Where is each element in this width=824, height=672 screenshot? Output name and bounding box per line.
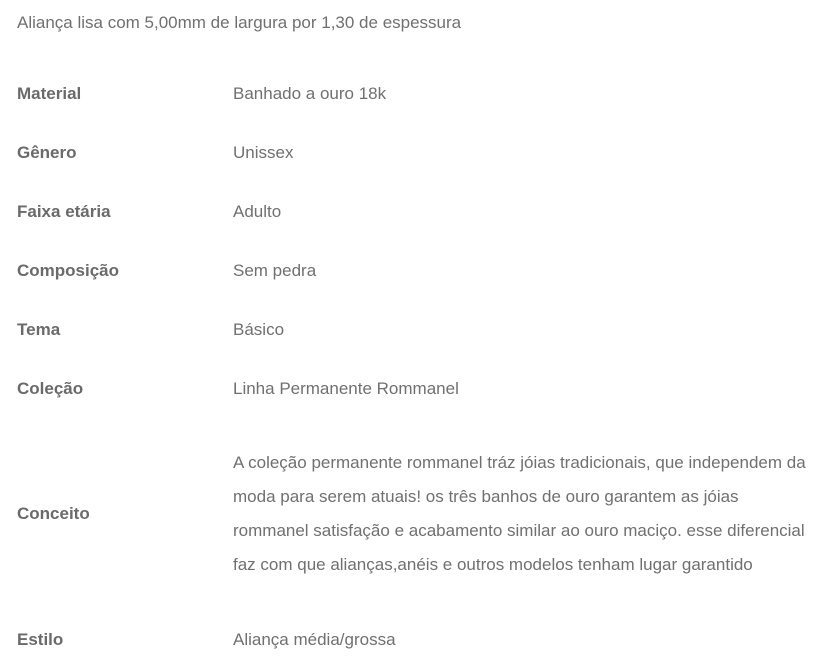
spec-row-tema (0, 300, 824, 359)
spec-value: Adulto (233, 201, 282, 221)
spec-row-conceito (0, 418, 824, 610)
spec-row-colecao (0, 359, 824, 418)
spec-row-genero (0, 123, 824, 182)
spec-value: A coleção permanente rommanel tráz jóias tradicionais, que independem da moda para serem atuais! os três banhos de ouro garantem as jóias rommanel satisfação e acabamento similar ao ouro maciço. esse diferencial faz com que alianças,anéis e outros modelos tenham lugar garantido (233, 453, 806, 574)
spec-row-estilo (0, 610, 824, 669)
spec-label: Material (17, 83, 82, 103)
spec-label: Conceito (17, 504, 90, 523)
spec-value: Básico (233, 319, 285, 339)
spec-value: Unissex (233, 142, 294, 162)
spec-label: Tema (17, 319, 61, 339)
spec-row-faixa-etaria (0, 182, 824, 241)
spec-label: Faixa etária (17, 201, 111, 221)
spec-label: Coleção (17, 378, 84, 398)
spec-value: Linha Permanente Rommanel (233, 378, 459, 398)
spec-label: Estilo (17, 629, 64, 649)
spec-label: Gênero (17, 142, 77, 162)
spec-value: Sem pedra (233, 260, 317, 280)
spec-value: Aliança média/grossa (233, 629, 396, 649)
spec-value: Banhado a ouro 18k (233, 83, 387, 103)
spec-row-material (0, 64, 824, 123)
spec-row-composicao (0, 241, 824, 300)
specifications-table (0, 64, 824, 669)
spec-label: Composição (17, 260, 120, 280)
product-description: Aliança lisa com 5,00mm de largura por 1,30 de espessura (17, 13, 462, 32)
